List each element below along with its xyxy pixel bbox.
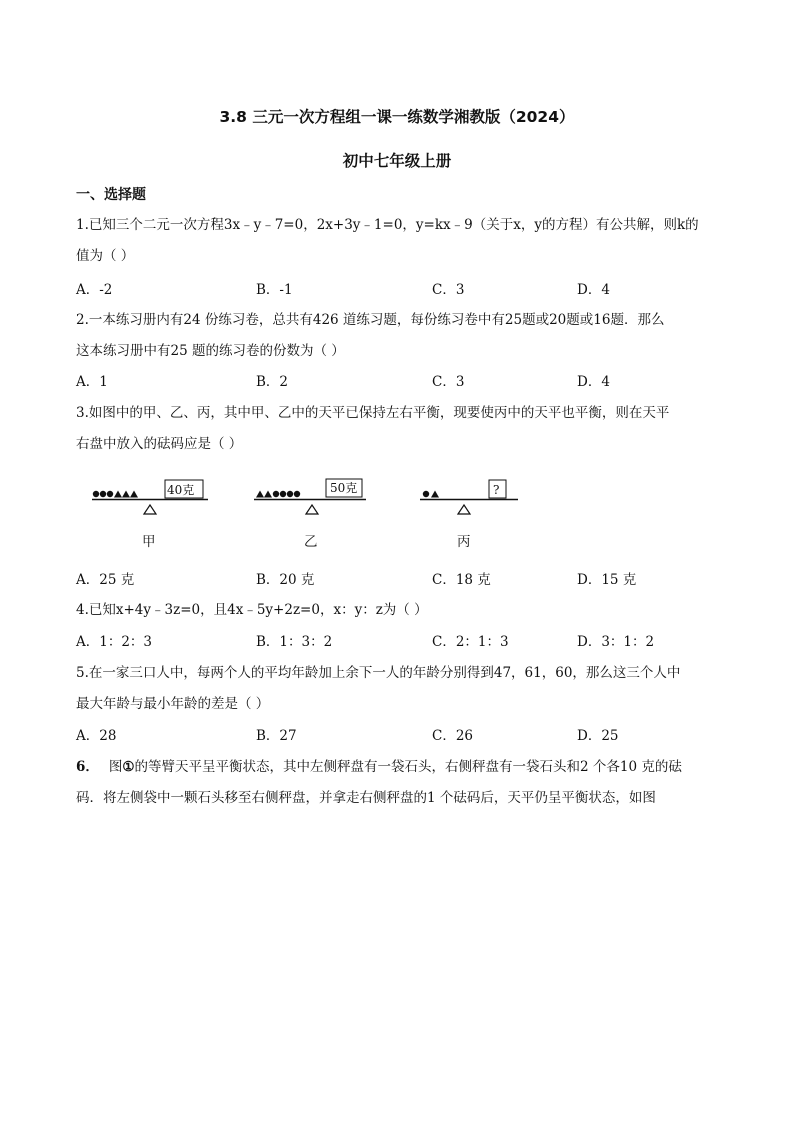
q4-option-c[interactable]: C．2：1：3 xyxy=(432,634,509,650)
q6-text-line2: 码．将左侧袋中一颗石头移至右侧秤盘，并拿走右侧秤盘的1 个砝码后，天平仍呈平衡状态，如图 xyxy=(76,790,656,806)
document-subtitle: 初中七年级上册 xyxy=(342,152,452,170)
q4-text-line1: 4.已知x+4y﹣3z=0，且4x﹣5y+2z=0，x：y：z为（ ） xyxy=(76,602,428,618)
q6-text-line1 xyxy=(76,758,682,776)
weight-label-bing: ? xyxy=(493,483,500,497)
q1-option-b[interactable]: B．-1 xyxy=(256,282,293,298)
q2-option-d[interactable]: D．4 xyxy=(577,374,610,390)
q5-option-b[interactable]: B．27 xyxy=(256,728,297,744)
q6-text-a: 图 xyxy=(108,759,123,775)
q5-option-c[interactable]: C．26 xyxy=(432,728,474,744)
q6-number: 6． xyxy=(76,759,99,775)
q1-text-line1: 1.已知三个二元一次方程3x﹣y﹣7=0，2x+3y﹣1=0，y=kx﹣9（关于x，y的方程）有公共解，则k的 xyxy=(76,217,699,233)
q2-text-line1: 2.一本练习册内有24 份练习卷，总共有426 道练习题，每份练习卷中有25题或20题或16题．那么 xyxy=(76,312,665,328)
q1-option-d[interactable]: D．4 xyxy=(577,282,610,298)
q6-circled-number: ① xyxy=(122,759,135,775)
q5-option-a[interactable]: A．28 xyxy=(76,728,117,744)
q2-option-c[interactable]: C．3 xyxy=(432,374,465,390)
q1-option-a[interactable]: A．-2 xyxy=(76,282,113,298)
document-title: 3.8 三元一次方程组一课一练数学湘教版（2024） xyxy=(219,108,575,126)
q4-option-a[interactable]: A．1：2：3 xyxy=(76,634,153,650)
q4-option-d[interactable]: D．3：1：2 xyxy=(577,634,655,650)
q2-text-line2: 这本练习册中有25 题的练习卷的份数为（ ） xyxy=(76,343,345,359)
q5-option-d[interactable]: D．25 xyxy=(577,728,619,744)
left-pan-objects xyxy=(93,491,138,498)
caption-bing: 丙 xyxy=(457,534,471,550)
left-pan-objects xyxy=(256,491,300,498)
caption-yi: 乙 xyxy=(304,534,318,550)
weight-label-jia: 40克 xyxy=(167,483,195,497)
q5-text-line1: 5.在一家三口人中，每两个人的平均年龄加上余下一人的年龄分别得到47，61，60，那么这三个人中 xyxy=(76,665,681,681)
section-heading: 一、选择题 xyxy=(76,187,146,203)
q3-text-line1: 3.如图中的甲、乙、丙，其中甲、乙中的天平已保持左右平衡，现要使丙中的天平也平衡，则在天平 xyxy=(76,405,670,421)
q1-option-c[interactable]: C．3 xyxy=(432,282,465,298)
caption-jia: 甲 xyxy=(142,534,156,550)
q3-option-a[interactable]: A．25 克 xyxy=(76,572,135,588)
q2-option-b[interactable]: B．2 xyxy=(256,374,289,390)
q3-option-b[interactable]: B．20 克 xyxy=(256,572,315,588)
q3-option-c[interactable]: C．18 克 xyxy=(432,572,491,588)
q3-text-line2: 右盘中放入的砝码应是（ ） xyxy=(76,436,243,452)
q3-option-d[interactable]: D．15 克 xyxy=(577,572,637,588)
q5-text-line2: 最大年龄与最小年龄的差是（ ） xyxy=(76,696,270,712)
balance-figure-bing xyxy=(418,476,520,520)
q4-option-b[interactable]: B．1：3：2 xyxy=(256,634,333,650)
q2-option-a[interactable]: A．1 xyxy=(76,374,108,390)
weight-label-yi: 50克 xyxy=(330,481,358,495)
q1-text-line2: 值为（ ） xyxy=(76,248,135,264)
q6-text-b: 的等臂天平呈平衡状态，其中左侧秤盘有一袋石头，右侧秤盘有一袋石头和2 个各10 克的砝 xyxy=(134,759,682,775)
left-pan-objects xyxy=(423,491,439,498)
